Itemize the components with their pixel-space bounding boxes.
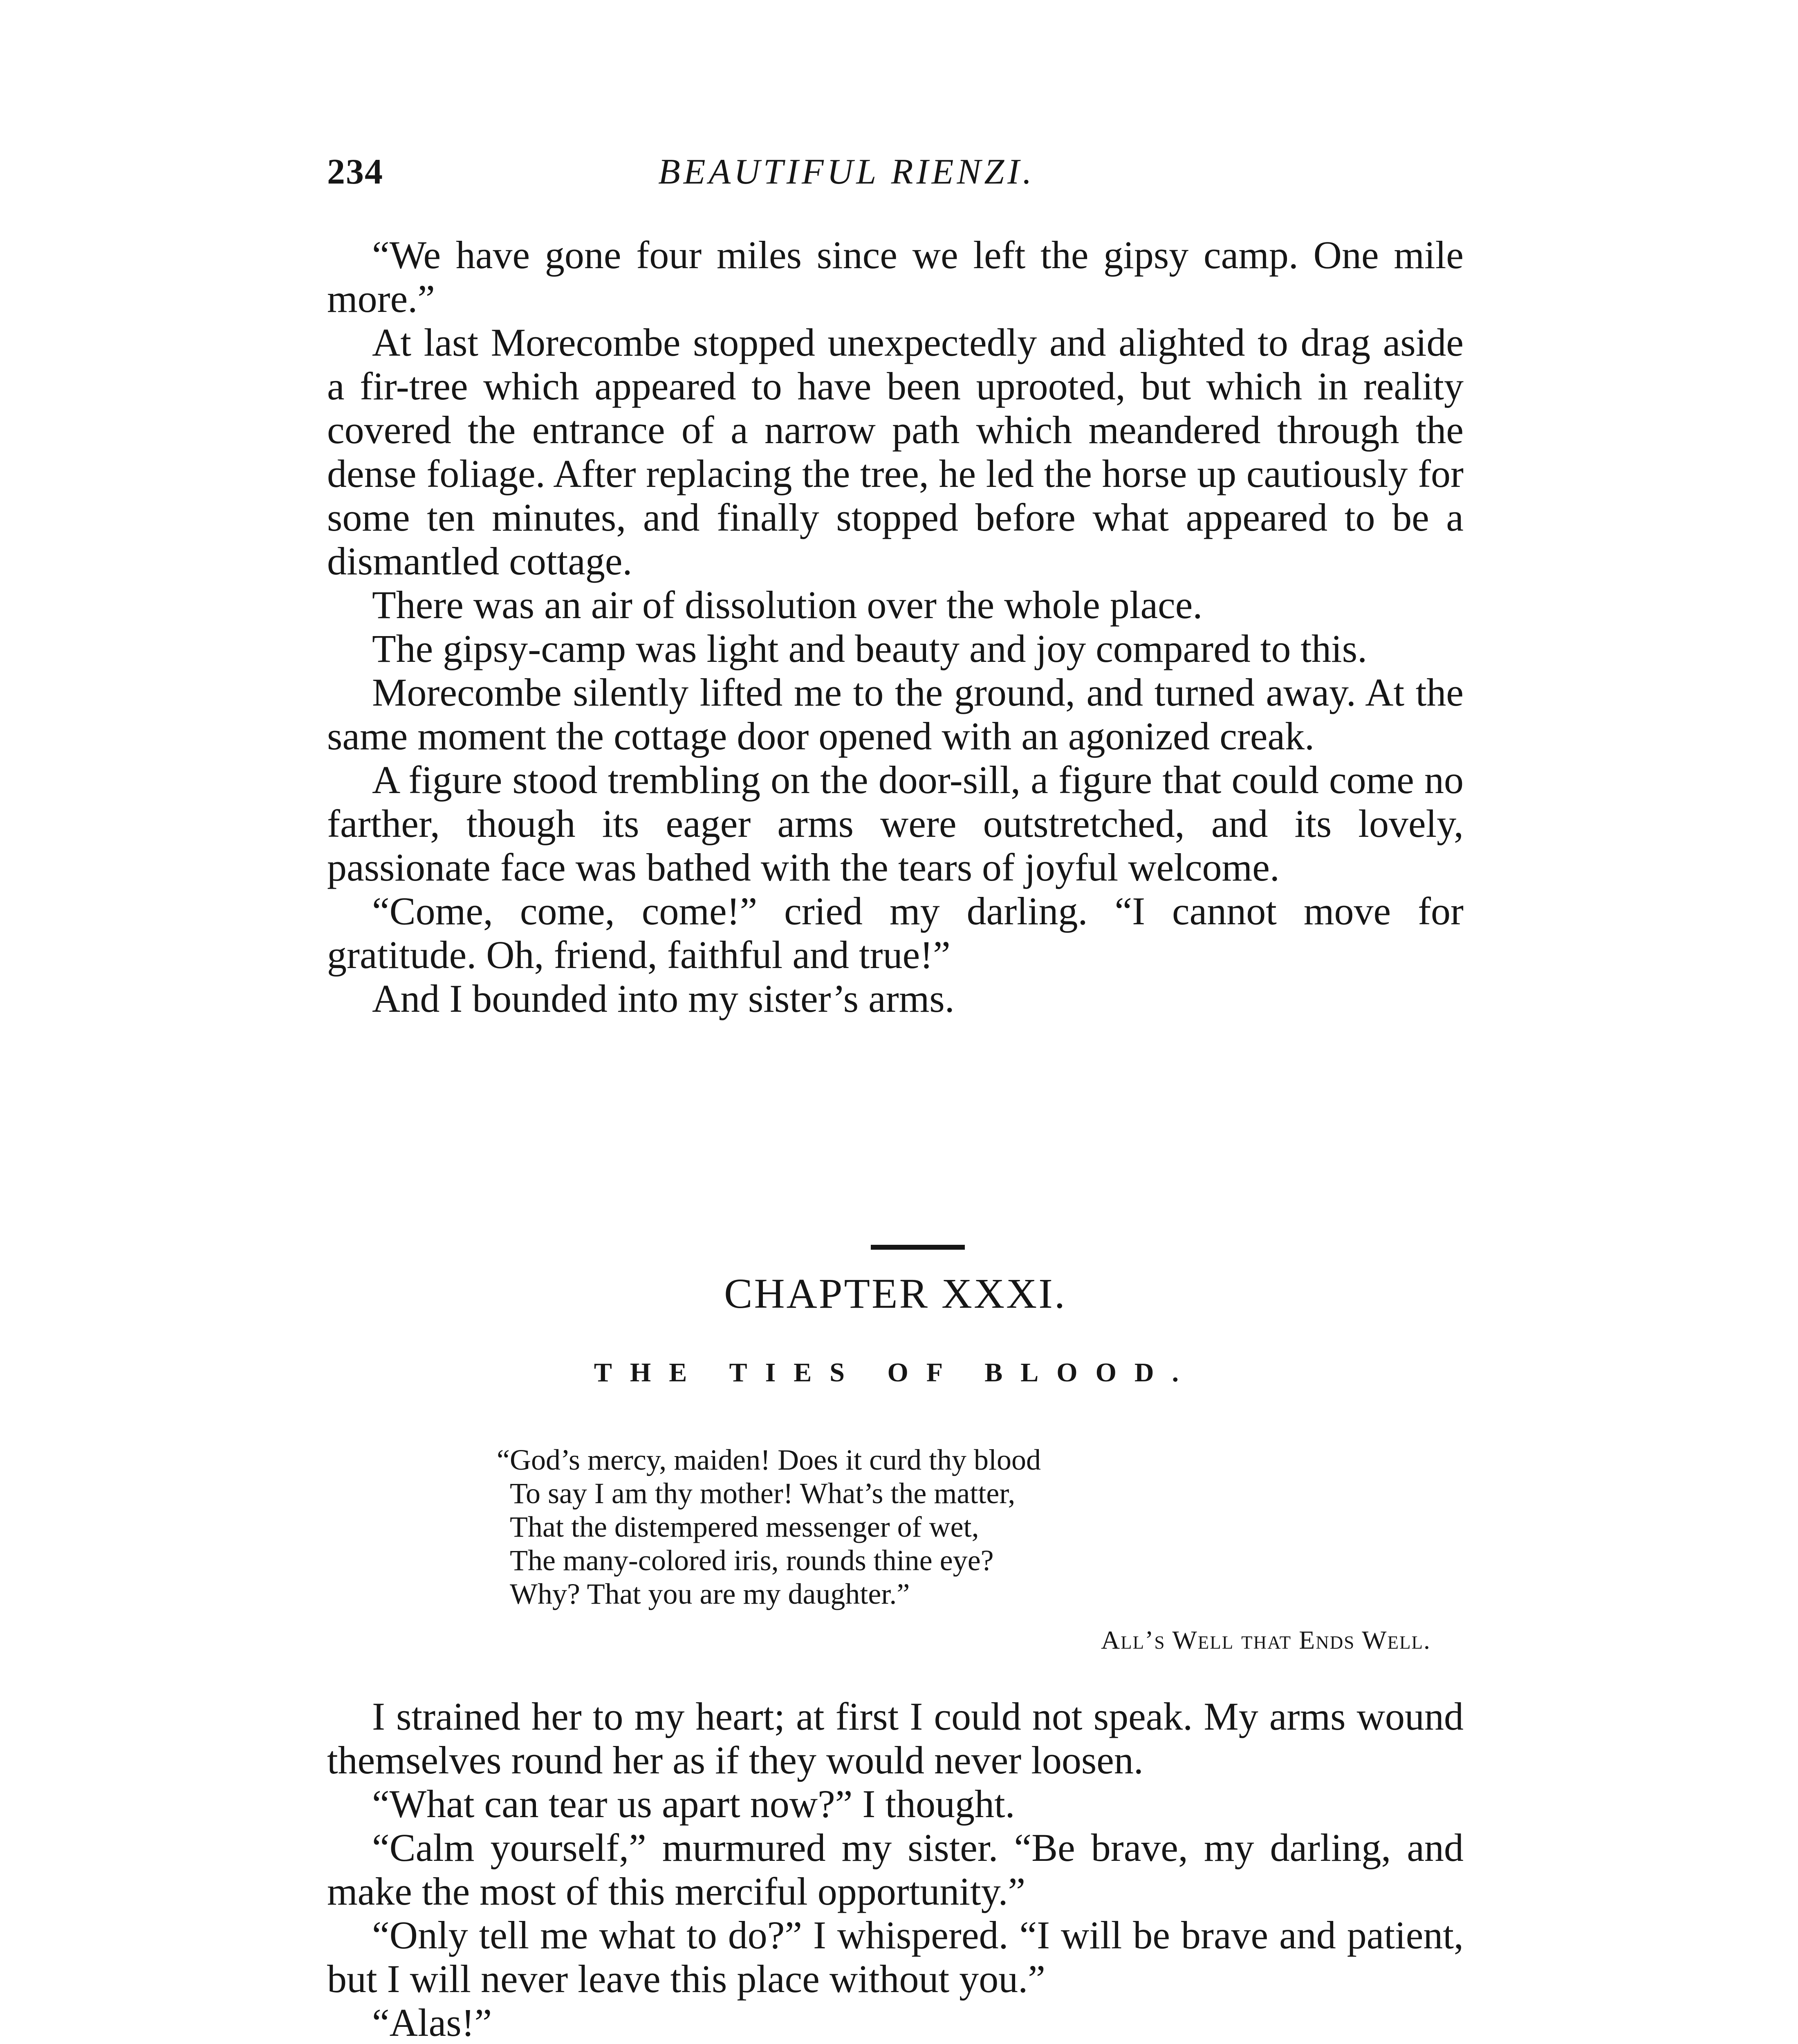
chapter-title: CHAPTER XXXI. <box>724 1270 1067 1317</box>
paragraph: There was an air of dissolution over the whole place. <box>372 583 1203 627</box>
page-number: 234 <box>327 152 383 192</box>
epigraph-line: Why? That you are my daughter.” <box>510 1578 910 1610</box>
epigraph <box>497 1443 1437 1611</box>
running-head: BEAUTIFUL RIENZI. <box>658 152 1035 192</box>
chapter-subtitle: THE TIES OF BLOOD. <box>594 1358 1197 1387</box>
paragraph: “What can tear us apart now?” I thought. <box>372 1782 1015 1826</box>
paragraph: I strained her to my heart; at first I could not speak. My arms wound themselves round her as if they would never loosen. <box>327 1694 1464 1782</box>
paragraph: “Only tell me what to do?” I whispered. “I will be brave and patient, but I will never leave this place without you.” <box>327 1913 1464 2001</box>
paragraph: “Calm yourself,” murmured my sister. “Be brave, my darling, and make the most of this merciful opportunity.” <box>327 1826 1464 1913</box>
epigraph-source: All’s Well that Ends Well. <box>1101 1625 1431 1654</box>
paragraph: A figure stood trembling on the door-sill, a figure that could come no farther, though its eager arms were outstretched, and its lovely, passionate face was bathed with the tears of joyful welcome. <box>327 758 1464 889</box>
epigraph-line: That the distempered messenger of wet, <box>510 1511 979 1543</box>
paragraph: And I bounded into my sister’s arms. <box>372 977 955 1020</box>
body-section-2 <box>327 1694 1464 2044</box>
paragraph: At last Morecombe stopped unexpectedly and alighted to drag aside a fir-tree which appeared to have been uprooted, but which in reality covered the entrance of a narrow path which meandered through the dense foliage. After replacing the tree, he led the horse up cautiously for some ten minutes, and finally stopped before what appeared to be a dismantled cottage. <box>327 320 1464 583</box>
page-header <box>327 151 1464 217</box>
body-section-1 <box>327 233 1464 1020</box>
epigraph-line: To say I am thy mother! What’s the matter, <box>510 1477 1016 1510</box>
paragraph: Morecombe silently lifted me to the ground, and turned away. At the same moment the cottage door opened with an agonized creak. <box>327 670 1464 758</box>
epigraph-line: The many-colored iris, rounds thine eye? <box>510 1544 994 1577</box>
paragraph: The gipsy-camp was light and beauty and joy compared to this. <box>372 627 1368 670</box>
chapter-divider <box>871 1245 965 1250</box>
paragraph: “Come, come, come!” cried my darling. “I cannot move for gratitude. Oh, friend, faithful and true!” <box>327 889 1464 977</box>
paragraph: “Alas!” <box>372 2001 492 2044</box>
epigraph-line: “God’s mercy, maiden! Does it curd thy blood <box>497 1443 1041 1476</box>
paragraph: “We have gone four miles since we left the gipsy camp. One mile more.” <box>327 233 1464 320</box>
